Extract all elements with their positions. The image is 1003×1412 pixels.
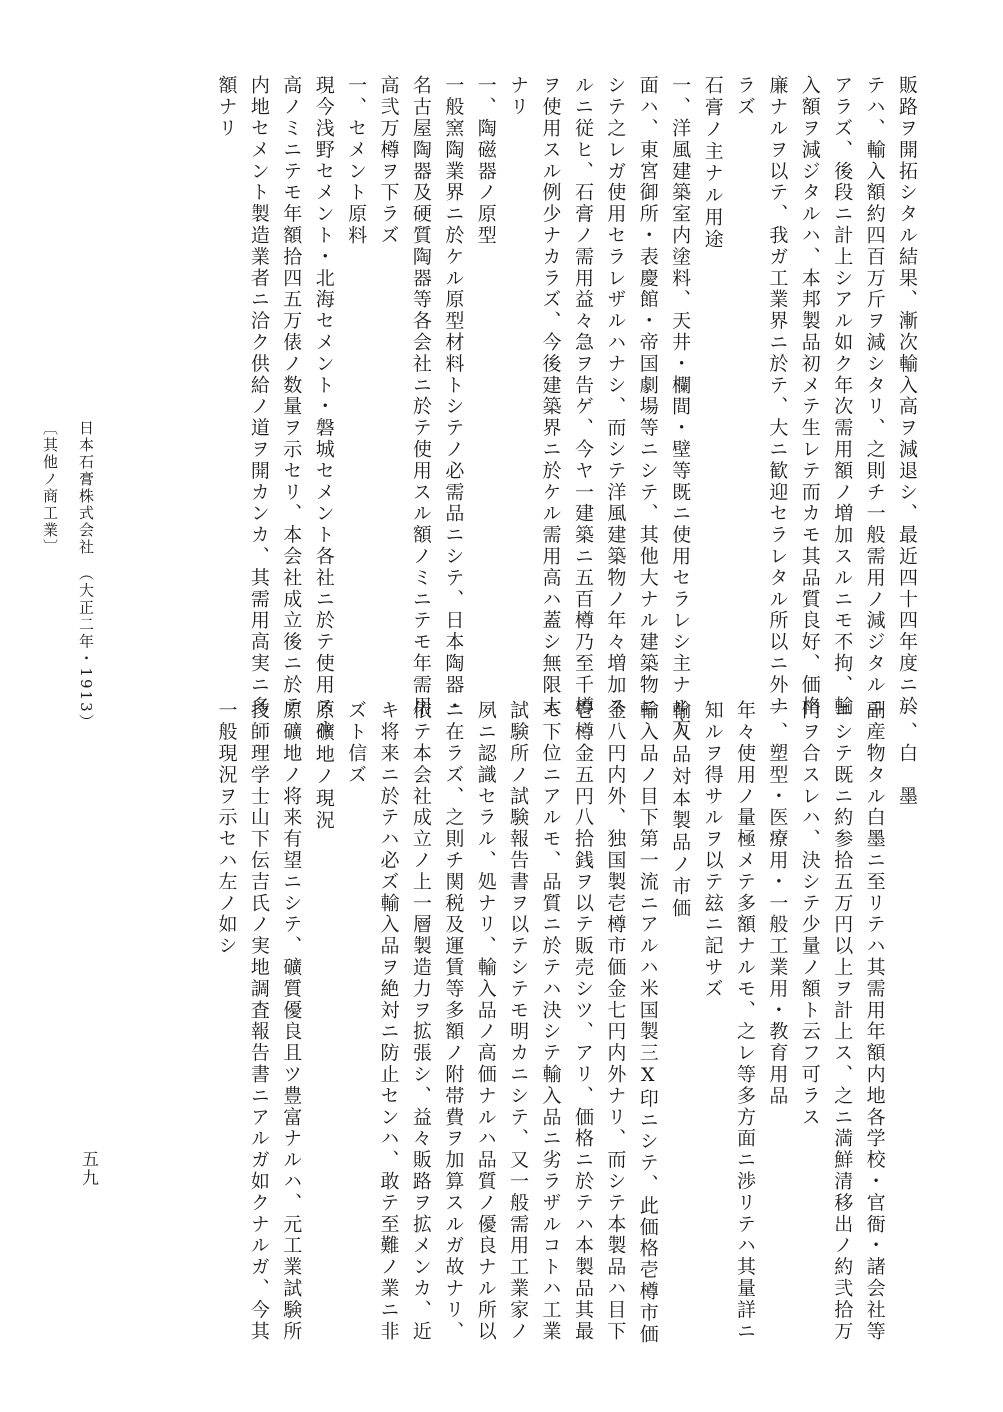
list-item: 一、塑型・医療用・一般工業用・教育用品 (766, 700, 789, 1107)
section-heading-uses: 石膏ノ主ナル用途 (701, 75, 724, 251)
text-line: 面ハ、東宮御所・表慶館・帝国劇場等ニシテ、其他大ナル建築物ニ (636, 75, 659, 717)
list-item: 一、陶磁器ノ原型 (474, 75, 497, 247)
text-line: 副産物タル白墨ニ至リテハ其需用年額内地各学校・官衙・諸会社等 (863, 700, 886, 1342)
text-line: 販路ヲ開拓シタル結果、漸次輸入高ヲ減退シ、最近四十四年度ニ於 (896, 75, 918, 717)
text-line: ニ在ラズ、之則チ関税及運賃等多額ノ附帯費ヲ加算スルガ故ナリ、 (442, 700, 465, 1342)
text-line: 円ヲ合スレハ、決シテ少量ノ額ト云フ可ラス (798, 700, 821, 1128)
text-line: 内地セメント製造業者ニ洽ク供給ノ道ヲ開カンカ、其需用高実ニ多 (247, 75, 270, 717)
text-line: 技師理学士山下伝吉氏ノ実地調査報告書ニアルガ如クナルガ、今其 (247, 700, 270, 1342)
text-line: 入額ヲ減ジタルハ、本邦製品初メテ生レテ而カモ其品質良好、価格 (798, 75, 821, 717)
text-line: テハ、輸入額約四百万斤ヲ減シタリ、之則チ一般需用ノ減ジタルニ (863, 75, 886, 717)
text-line: 輸入品ノ目下第一流ニアルハ米国製三Ⅹ印ニシテ、此価格壱樽市価 (636, 700, 659, 1345)
text-line: 年々使用ノ量極メテ多額ナルモ、之レ等多方面ニ渉リテハ其量詳ニ (733, 700, 756, 1342)
text-line: 知ルヲ得サルヲ以テ玆ニ記サズ (701, 700, 724, 1000)
text-line: 試験所ノ試験報告書ヲ以テシテモ明カニシテ、又一般需用工業家ノ (507, 700, 530, 1342)
text-line: ルニ従ヒ、石膏ノ需用益々急ヲ告ゲ、今ヤ一建築ニ五百樽乃至千樽 (571, 75, 594, 717)
section-heading-mine-status: 原礦地ノ現況 (312, 700, 335, 832)
list-item: 一、白 墨 (896, 700, 918, 807)
text-line: キ将来ニ於テハ必ズ輸入品ヲ絶対ニ防止センハ、敢テ至難ノ業ニ非 (377, 700, 400, 1342)
text-line: 依テ本会社成立ノ上一層製造力ヲ拡張シ、益々販路ヲ拡メンカ、近 (409, 700, 432, 1342)
text-line: モ下位ニアルモ、品質ニ於テハ決シテ輸入品ニ劣ラザルコトハ工業 (539, 700, 562, 1342)
text-line: 高ノミニテモ年額拾四五万俵ノ数量ヲ示セリ、本会社成立後ニ於テ (280, 75, 303, 717)
text-line: ズト信ズ (345, 700, 368, 786)
text-line: アラズ、後段ニ計上シアル如ク年次需用額ノ増加スルニモ不拘、輸 (831, 75, 854, 717)
text-line: 夙ニ認識セラル、処ナリ、輸入品ノ高価ナルハ品質ノ優良ナル所以 (474, 700, 497, 1342)
text-line: ナリ (507, 75, 530, 118)
list-item: 一、洋風建築室内塗料、天井・欄間・壁等既ニ使用セラレシ主ナル方 (669, 75, 692, 739)
company-and-date: 日本石膏株式会社 （大正二年・1913） (77, 420, 95, 731)
lower-text-block (210, 700, 923, 1345)
series-label: 〔其他ノ商工業〕 (41, 420, 59, 556)
text-line: ニシテ既ニ約参拾五万円以上ヲ計上ス、之ニ満鮮清移出ノ約弐拾万 (831, 700, 854, 1342)
text-line: 高弐万樽ヲ下ラズ (377, 75, 400, 247)
text-line: 一般現況ヲ示セハ左ノ如シ (215, 700, 238, 957)
section-heading-market-price: 輸入品対本製品ノ市価 (669, 700, 692, 920)
upper-text-block (210, 75, 923, 739)
text-line: 現今浅野セメント・北海セメント・磐城セメント各社ニ於テ使用スル (312, 75, 335, 739)
list-item: 一、セメント原料 (345, 75, 368, 247)
text-line: 額ナリ (215, 75, 238, 140)
text-line: 廉ナルヲ以テ、我ガ工業界ニ於テ、大ニ歓迎セラレタル所以ニ外ナ (766, 75, 789, 717)
text-line: 壱樽金五円八拾銭ヲ以テ販売シツ、アリ、価格ニ於テハ本製品其最 (571, 700, 594, 1342)
text-line: ラズ (733, 75, 756, 118)
text-line: 名古屋陶器及硬質陶器等各会社ニ於テ使用スル額ノミニテモ年需用 (409, 75, 432, 717)
text-line: 原礦地ノ将来有望ニシテ、礦質優良且ツ豊富ナルハ、元工業試験所 (280, 700, 303, 1342)
text-line: ヲ使用スル例少ナカラズ、今後建築界ニ於ケル需用高ハ蓋シ無限大 (539, 75, 562, 717)
text-line: 金八円内外、独国製壱樽市価金七円内外ナリ、而シテ本製品ハ目下 (604, 700, 627, 1342)
page-number: 五九 (78, 1150, 98, 1188)
text-line: シテ之レガ使用セラレザルハナシ、而シテ洋風建築物ノ年々増加ス (604, 75, 627, 717)
text-line: 一般窯陶業界ニ於ケル原型材料トシテノ必需品ニシテ、日本陶器・ (442, 75, 465, 717)
